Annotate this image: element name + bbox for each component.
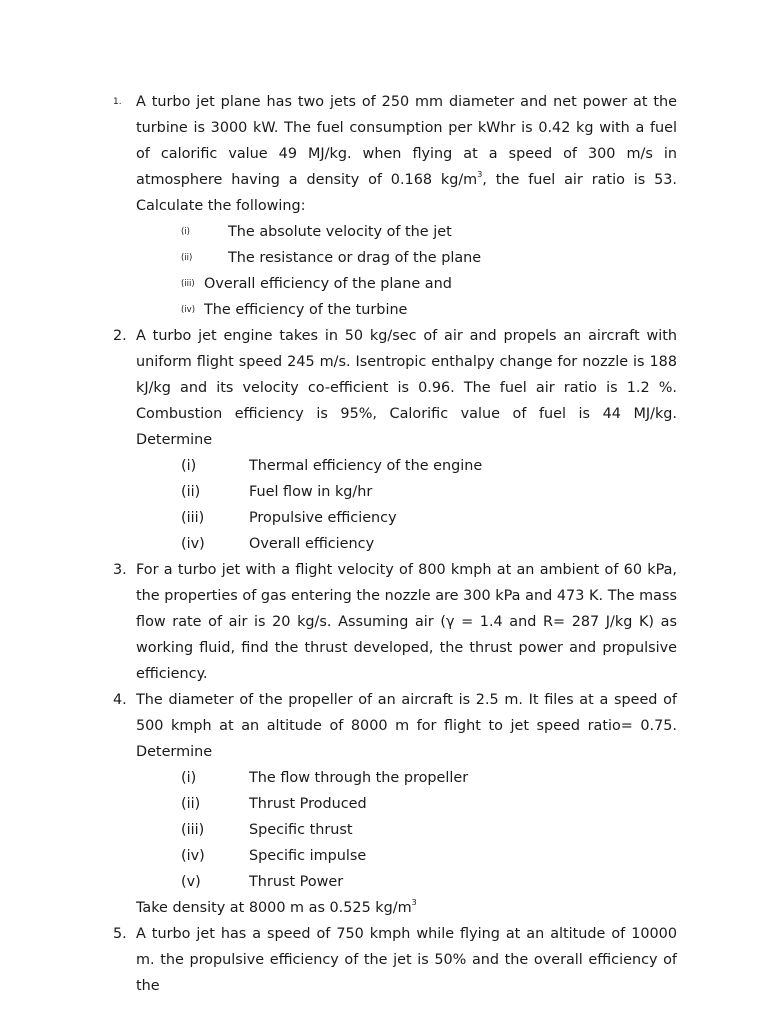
- sub-question-label: Thrust Power: [249, 874, 344, 890]
- sub-question-number: (iii): [181, 822, 205, 838]
- sub-question-list: [136, 219, 677, 323]
- problem-1: [113, 89, 677, 323]
- sub-question: [136, 271, 677, 297]
- problem-number: 4.: [113, 692, 127, 708]
- sub-question-number: (ii): [181, 484, 201, 500]
- sub-question-number: (iii): [181, 279, 195, 289]
- sub-question: [136, 297, 677, 323]
- sub-question-label: Specific impulse: [249, 848, 367, 864]
- sub-question-label: Fuel flow in kg/hr: [249, 484, 373, 500]
- sub-question-label: The resistance or drag of the plane: [228, 250, 482, 266]
- sub-question-number: (iii): [181, 510, 205, 526]
- sub-question: [136, 479, 677, 505]
- sub-question-number: (ii): [181, 253, 193, 263]
- sub-question-number: (iv): [181, 536, 205, 552]
- sub-question-number: (v): [181, 874, 201, 890]
- sub-question-number: (i): [181, 770, 197, 786]
- sub-question-list: [136, 765, 677, 895]
- sub-question-number: (i): [181, 227, 190, 237]
- sub-question-label: Thrust Produced: [249, 796, 367, 812]
- problem-text: A turbo jet engine takes in 50 kg/sec of air and propels an aircraft with uniform flight speed 245 m/s. Isentropic enthalpy change for nozzle is 188 kJ/kg and its velocity co-efficient is 0.96. The fuel air ratio is 1.2 %. Combustion efficiency is 95%, Calorific value of fuel is 44 MJ/kg. Determine: [136, 328, 677, 448]
- sub-question: [136, 505, 677, 531]
- sub-question-label: Propulsive efficiency: [249, 510, 397, 526]
- sub-question-number: (iv): [181, 305, 196, 315]
- problem-5: [113, 921, 677, 999]
- sub-question: [136, 843, 677, 869]
- problem-text: The diameter of the propeller of an aircraft is 2.5 m. It files at a speed of 500 kmph at an altitude of 8000 m for flight to jet speed ratio= 0.75. Determine: [136, 692, 677, 760]
- problem-number: 1.: [113, 97, 122, 107]
- superscript: 3: [477, 170, 483, 180]
- problem-text: A turbo jet has a speed of 750 kmph while flying at an altitude of 10000 m. the propulsive efficiency of the jet is 50% and the overall efficiency of the: [136, 926, 677, 994]
- sub-question: [136, 531, 677, 557]
- problem-number: 2.: [113, 328, 127, 344]
- sub-question-label: Overall efficiency of the plane and: [204, 276, 452, 292]
- superscript: 3: [411, 898, 417, 908]
- problem-list: [113, 89, 677, 999]
- sub-question-number: (ii): [181, 796, 201, 812]
- sub-question-number: (i): [181, 458, 197, 474]
- sub-question: [136, 245, 677, 271]
- sub-question: [136, 817, 677, 843]
- sub-question-number: (iv): [181, 848, 205, 864]
- sub-question: [136, 869, 677, 895]
- sub-question: [136, 791, 677, 817]
- problem-3: [113, 557, 677, 687]
- sub-question: [136, 453, 677, 479]
- sub-question-label: The efficiency of the turbine: [204, 302, 408, 318]
- problem-note: Take density at 8000 m as 0.525 $kg/m^3$: [136, 898, 417, 916]
- sub-question: [136, 219, 677, 245]
- sub-question: [136, 765, 677, 791]
- sub-question-label: Specific thrust: [249, 822, 353, 838]
- problem-2: [113, 323, 677, 557]
- problem-text: A turbo jet plane has two jets of 250 mm diameter and net power at the turbine is 3000 kW. The fuel consumption per kWhr is 0.42 kg with a fuel of calorific value 49 MJ/kg. when flying at a speed of 300 m/s in atmosphere having a density of 0.168 $kg/m^3$, the fuel air ratio is 53. Calculate the following:: [136, 94, 677, 214]
- sub-question-label: Thermal efficiency of the engine: [249, 458, 483, 474]
- problem-number: 3.: [113, 562, 127, 578]
- sub-question-label: The absolute velocity of the jet: [228, 224, 452, 240]
- sub-question-list: [136, 453, 677, 557]
- sub-question-label: The flow through the propeller: [249, 770, 469, 786]
- problem-number: 5.: [113, 926, 127, 942]
- problem-4: [113, 687, 677, 921]
- problem-text: For a turbo jet with a flight velocity of 800 kmph at an ambient of 60 kPa, the properties of gas entering the nozzle are 300 kPa and 473 K. The mass flow rate of air is 20 kg/s. Assuming air (γ = 1.4 and R= 287 J/kg K) as working fluid, find the thrust developed, the thrust power and propulsive efficiency.: [136, 562, 677, 682]
- sub-question-label: Overall efficiency: [249, 536, 375, 552]
